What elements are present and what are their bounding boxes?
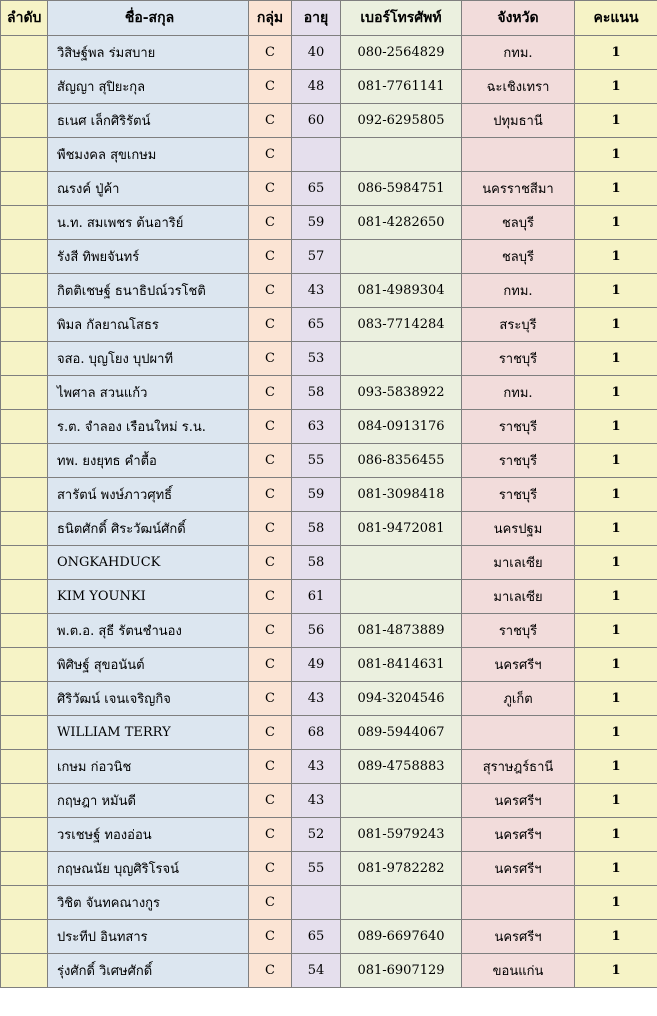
row-name: กิตติเชษฐ์ ธนาธิปณ์วรโชติ: [48, 274, 249, 308]
row-name: ธนิตศักดิ์ ศิระวัฒน์ศักดิ์: [48, 512, 249, 546]
row-score: 1: [575, 682, 657, 716]
row-province: นครศรีฯ: [462, 852, 575, 886]
row-province: [462, 716, 575, 750]
row-score: 1: [575, 478, 657, 512]
row-index: [1, 410, 48, 444]
row-province: มาเลเซีย: [462, 580, 575, 614]
row-phone: 089-6697640: [341, 920, 462, 954]
row-province: สระบุรี: [462, 308, 575, 342]
row-score: 1: [575, 376, 657, 410]
row-score: 1: [575, 410, 657, 444]
row-age: 43: [292, 274, 341, 308]
table-row: [1, 852, 657, 886]
row-score: 1: [575, 36, 657, 70]
row-score: 1: [575, 512, 657, 546]
row-age: 57: [292, 240, 341, 274]
row-index: [1, 308, 48, 342]
row-phone: [341, 546, 462, 580]
row-province: นครศรีฯ: [462, 818, 575, 852]
row-name: จสอ. บุญโยง บุปผาที: [48, 342, 249, 376]
row-group: C: [249, 852, 292, 886]
row-name: สัญญา สุปิยะกุล: [48, 70, 249, 104]
row-index: [1, 444, 48, 478]
row-province: ปทุมธานี: [462, 104, 575, 138]
table-row: [1, 36, 657, 70]
row-phone: 081-4873889: [341, 614, 462, 648]
row-age: 65: [292, 308, 341, 342]
row-group: C: [249, 580, 292, 614]
row-score: 1: [575, 70, 657, 104]
row-phone: 089-5944067: [341, 716, 462, 750]
row-group: C: [249, 614, 292, 648]
row-province: ราชบุรี: [462, 342, 575, 376]
row-age: 65: [292, 172, 341, 206]
row-group: C: [249, 138, 292, 172]
row-phone: [341, 240, 462, 274]
row-name: KIM YOUNKI: [48, 580, 249, 614]
row-name: รังสี ทิพยจันทร์: [48, 240, 249, 274]
row-group: C: [249, 716, 292, 750]
row-name: ไพศาล สวนแก้ว: [48, 376, 249, 410]
row-age: 59: [292, 478, 341, 512]
row-province: ราชบุรี: [462, 444, 575, 478]
row-phone: 081-3098418: [341, 478, 462, 512]
row-name: พิมล กัลยาณโสธร: [48, 308, 249, 342]
row-province: ชลบุรี: [462, 240, 575, 274]
row-group: C: [249, 886, 292, 920]
row-province: สุราษฎร์ธานี: [462, 750, 575, 784]
row-score: 1: [575, 138, 657, 172]
row-phone: [341, 138, 462, 172]
row-phone: [341, 886, 462, 920]
table-row: [1, 546, 657, 580]
row-age: 60: [292, 104, 341, 138]
table-row: [1, 138, 657, 172]
row-group: C: [249, 104, 292, 138]
row-phone: 081-5979243: [341, 818, 462, 852]
table-row: [1, 818, 657, 852]
row-index: [1, 342, 48, 376]
row-name: พืชมงคล สุขเกษม: [48, 138, 249, 172]
header-group: กลุ่ม: [249, 1, 292, 36]
row-province: ฉะเชิงเทรา: [462, 70, 575, 104]
row-group: C: [249, 750, 292, 784]
row-province: นครศรีฯ: [462, 784, 575, 818]
row-province: กทม.: [462, 376, 575, 410]
table-row: [1, 716, 657, 750]
row-name: ศิริวัฒน์ เจนเจริญกิจ: [48, 682, 249, 716]
row-age: 43: [292, 784, 341, 818]
row-name: เกษม ก่อวนิช: [48, 750, 249, 784]
row-phone: 086-5984751: [341, 172, 462, 206]
table-row: [1, 682, 657, 716]
row-age: [292, 138, 341, 172]
row-phone: 089-4758883: [341, 750, 462, 784]
row-name: พิศิษฐ์ สุขอนันต์: [48, 648, 249, 682]
row-index: [1, 920, 48, 954]
row-province: มาเลเซีย: [462, 546, 575, 580]
row-province: ขอนแก่น: [462, 954, 575, 988]
row-score: 1: [575, 920, 657, 954]
row-score: 1: [575, 274, 657, 308]
row-group: C: [249, 920, 292, 954]
table-row: [1, 376, 657, 410]
row-index: [1, 104, 48, 138]
row-phone: [341, 784, 462, 818]
row-index: [1, 70, 48, 104]
table-row: [1, 342, 657, 376]
row-index: [1, 648, 48, 682]
row-group: C: [249, 546, 292, 580]
row-score: 1: [575, 818, 657, 852]
row-age: 55: [292, 852, 341, 886]
row-group: C: [249, 172, 292, 206]
row-name: ประทีป อินทสาร: [48, 920, 249, 954]
row-age: 53: [292, 342, 341, 376]
row-age: 59: [292, 206, 341, 240]
row-index: [1, 546, 48, 580]
table-row: [1, 648, 657, 682]
row-name: WILLIAM TERRY: [48, 716, 249, 750]
row-index: [1, 682, 48, 716]
row-index: [1, 580, 48, 614]
row-province: นครราชสีมา: [462, 172, 575, 206]
row-name: ร.ต. จำลอง เรือนใหม่ ร.น.: [48, 410, 249, 444]
header-name: ชื่อ-สกุล: [48, 1, 249, 36]
row-group: C: [249, 410, 292, 444]
row-phone: [341, 342, 462, 376]
row-age: 63: [292, 410, 341, 444]
table-row: [1, 444, 657, 478]
row-index: [1, 750, 48, 784]
header-index: ลำดับ: [1, 1, 48, 36]
row-group: C: [249, 682, 292, 716]
table-row: [1, 410, 657, 444]
table-row: [1, 70, 657, 104]
row-name: กฤษณนัย บุญศิริโรจน์: [48, 852, 249, 886]
row-phone: 083-7714284: [341, 308, 462, 342]
row-age: 43: [292, 682, 341, 716]
row-score: 1: [575, 716, 657, 750]
row-score: 1: [575, 172, 657, 206]
table-row: [1, 274, 657, 308]
table-row: [1, 104, 657, 138]
table-row: [1, 784, 657, 818]
row-name: วิชิต จันทคณางกูร: [48, 886, 249, 920]
row-score: 1: [575, 104, 657, 138]
row-name: ณรงค์ ปู่ค้า: [48, 172, 249, 206]
row-province: [462, 138, 575, 172]
row-age: 58: [292, 376, 341, 410]
row-age: 54: [292, 954, 341, 988]
row-age: 58: [292, 546, 341, 580]
row-province: ภูเก็ต: [462, 682, 575, 716]
row-age: 40: [292, 36, 341, 70]
header-phone: เบอร์โทรศัพท์: [341, 1, 462, 36]
row-province: ชลบุรี: [462, 206, 575, 240]
row-province: นครปฐม: [462, 512, 575, 546]
row-name: วรเชษฐ์ ทองอ่อน: [48, 818, 249, 852]
row-phone: 081-7761141: [341, 70, 462, 104]
row-phone: 093-5838922: [341, 376, 462, 410]
row-group: C: [249, 70, 292, 104]
row-province: ราชบุรี: [462, 410, 575, 444]
row-age: 61: [292, 580, 341, 614]
row-score: 1: [575, 308, 657, 342]
row-group: C: [249, 478, 292, 512]
row-group: C: [249, 274, 292, 308]
table-row: [1, 920, 657, 954]
row-phone: 081-4282650: [341, 206, 462, 240]
table-row: [1, 172, 657, 206]
row-name: รุ่งศักดิ์ วิเศษศักดิ์: [48, 954, 249, 988]
row-group: C: [249, 784, 292, 818]
row-score: 1: [575, 852, 657, 886]
row-index: [1, 512, 48, 546]
row-age: 43: [292, 750, 341, 784]
row-phone: 081-9782282: [341, 852, 462, 886]
row-index: [1, 206, 48, 240]
row-age: 55: [292, 444, 341, 478]
row-phone: 081-4989304: [341, 274, 462, 308]
table-row: [1, 614, 657, 648]
row-phone: 081-8414631: [341, 648, 462, 682]
row-age: [292, 886, 341, 920]
row-age: 48: [292, 70, 341, 104]
row-score: 1: [575, 240, 657, 274]
table-row: [1, 580, 657, 614]
header-age: อายุ: [292, 1, 341, 36]
row-score: 1: [575, 886, 657, 920]
row-province: ราชบุรี: [462, 614, 575, 648]
row-name: น.ท. สมเพชร ต้นอาริย์: [48, 206, 249, 240]
row-group: C: [249, 818, 292, 852]
row-index: [1, 954, 48, 988]
row-name: ONGKAHDUCK: [48, 546, 249, 580]
row-group: C: [249, 206, 292, 240]
row-province: ราชบุรี: [462, 478, 575, 512]
row-index: [1, 716, 48, 750]
row-group: C: [249, 444, 292, 478]
row-age: 68: [292, 716, 341, 750]
row-score: 1: [575, 580, 657, 614]
row-group: C: [249, 954, 292, 988]
row-province: นครศรีฯ: [462, 648, 575, 682]
row-score: 1: [575, 206, 657, 240]
table-row: [1, 750, 657, 784]
row-index: [1, 478, 48, 512]
row-phone: 081-9472081: [341, 512, 462, 546]
row-score: 1: [575, 784, 657, 818]
row-group: C: [249, 512, 292, 546]
row-group: C: [249, 240, 292, 274]
row-score: 1: [575, 444, 657, 478]
row-group: C: [249, 308, 292, 342]
table-row: [1, 512, 657, 546]
row-phone: 092-6295805: [341, 104, 462, 138]
row-age: 65: [292, 920, 341, 954]
row-group: C: [249, 376, 292, 410]
row-name: ธเนศ เล็กศิริรัตน์: [48, 104, 249, 138]
row-index: [1, 852, 48, 886]
row-group: C: [249, 342, 292, 376]
row-name: พ.ต.อ. สุธี รัตนชำนอง: [48, 614, 249, 648]
row-index: [1, 886, 48, 920]
row-name: วิสิษฐ์พล ร่มสบาย: [48, 36, 249, 70]
row-index: [1, 784, 48, 818]
table-row: [1, 240, 657, 274]
row-score: 1: [575, 614, 657, 648]
row-group: C: [249, 36, 292, 70]
table-row: [1, 478, 657, 512]
row-index: [1, 376, 48, 410]
row-score: 1: [575, 648, 657, 682]
row-score: 1: [575, 546, 657, 580]
table-row: [1, 954, 657, 988]
row-index: [1, 36, 48, 70]
row-province: กทม.: [462, 274, 575, 308]
table-body: [1, 36, 657, 988]
row-phone: [341, 580, 462, 614]
row-phone: 084-0913176: [341, 410, 462, 444]
row-phone: 081-6907129: [341, 954, 462, 988]
row-age: 49: [292, 648, 341, 682]
row-province: [462, 886, 575, 920]
row-phone: 086-8356455: [341, 444, 462, 478]
header-province: จังหวัด: [462, 1, 575, 36]
row-group: C: [249, 648, 292, 682]
row-score: 1: [575, 954, 657, 988]
header-row: [1, 1, 657, 36]
table-row: [1, 886, 657, 920]
row-phone: 094-3204546: [341, 682, 462, 716]
row-index: [1, 172, 48, 206]
row-index: [1, 274, 48, 308]
row-score: 1: [575, 750, 657, 784]
table-row: [1, 308, 657, 342]
row-index: [1, 818, 48, 852]
row-age: 52: [292, 818, 341, 852]
row-province: นครศรีฯ: [462, 920, 575, 954]
row-index: [1, 138, 48, 172]
row-phone: 080-2564829: [341, 36, 462, 70]
row-age: 58: [292, 512, 341, 546]
row-index: [1, 614, 48, 648]
row-index: [1, 240, 48, 274]
row-name: กฤษฎา หมันดี: [48, 784, 249, 818]
row-province: กทม.: [462, 36, 575, 70]
row-name: ทพ. ยงยุทธ คำตื้อ: [48, 444, 249, 478]
header-score: คะแนน: [575, 1, 657, 36]
table-row: [1, 206, 657, 240]
row-age: 56: [292, 614, 341, 648]
row-name: สารัตน์ พงษ์ภาวศุทธิ์: [48, 478, 249, 512]
row-score: 1: [575, 342, 657, 376]
